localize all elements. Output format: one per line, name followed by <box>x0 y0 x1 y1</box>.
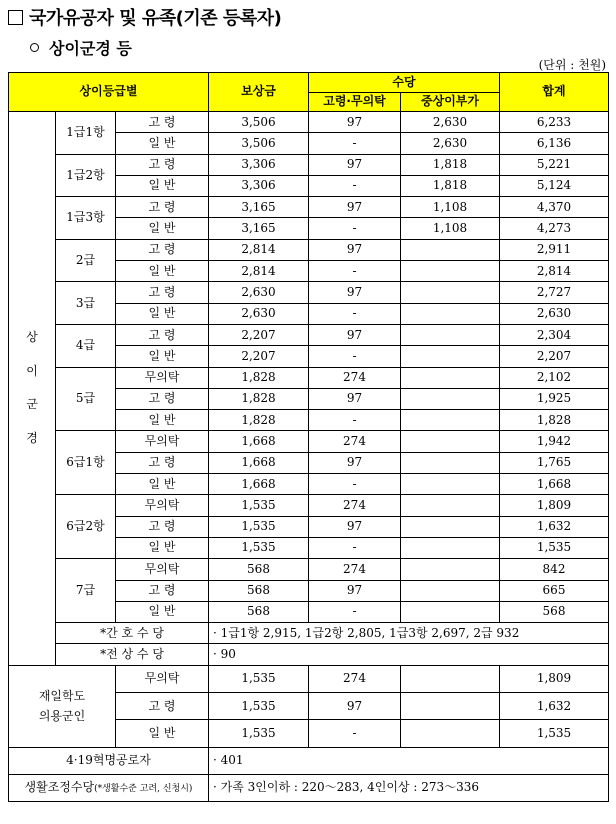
age-nocare-value: 97 <box>309 452 401 473</box>
age-nocare-value: 97 <box>309 516 401 537</box>
compensation-value: 568 <box>209 580 309 601</box>
type-label: 일 반 <box>116 261 209 282</box>
table-row <box>9 112 609 133</box>
april19-label: 4·19혁명공로자 <box>9 747 209 774</box>
grade-label: 2급 <box>56 239 116 282</box>
severe-value <box>401 431 500 452</box>
severe-value: 2,630 <box>401 133 500 154</box>
battle-allowance-value: · 90 <box>209 644 609 665</box>
type-label: 일 반 <box>116 133 209 154</box>
type-label: 고 령 <box>116 197 209 218</box>
type-label: 일 반 <box>116 218 209 239</box>
type-label: 무의탁 <box>116 665 209 692</box>
compensation-value: 568 <box>209 559 309 580</box>
total-value: 5,124 <box>500 175 609 196</box>
age-nocare-value: - <box>309 601 401 622</box>
header-severe: 중상이부가 <box>401 93 500 112</box>
table-row <box>9 431 609 452</box>
total-value: 2,304 <box>500 324 609 345</box>
compensation-value: 2,207 <box>209 346 309 367</box>
age-nocare-value: 97 <box>309 580 401 601</box>
grade-label: 3급 <box>56 282 116 325</box>
total-value: 1,668 <box>500 474 609 495</box>
severe-value <box>401 303 500 324</box>
grade-label: 1급1항 <box>56 112 116 155</box>
compensation-value: 1,535 <box>209 665 309 692</box>
section-subtitle-text: 상이군경 등 <box>49 39 132 58</box>
battle-allowance-label: *전 상 수 당 <box>56 644 209 665</box>
severe-value <box>401 693 500 720</box>
nursing-allowance-label: *간 호 수 당 <box>56 623 209 644</box>
type-label: 고 령 <box>116 452 209 473</box>
total-value: 2,814 <box>500 261 609 282</box>
severe-value <box>401 495 500 516</box>
compensation-table <box>8 72 609 802</box>
severe-value <box>401 452 500 473</box>
living-allowance-main: 생활조정수당 <box>24 780 95 795</box>
compensation-value: 1,828 <box>209 367 309 388</box>
severe-value <box>401 720 500 747</box>
total-value: 568 <box>500 601 609 622</box>
type-label: 무의탁 <box>116 431 209 452</box>
total-value: 1,632 <box>500 516 609 537</box>
table-row <box>9 282 609 303</box>
table-row <box>9 154 609 175</box>
severe-value <box>401 516 500 537</box>
compensation-value: 2,207 <box>209 324 309 345</box>
type-label: 고 령 <box>116 282 209 303</box>
compensation-value: 1,535 <box>209 495 309 516</box>
age-nocare-value: - <box>309 474 401 495</box>
table-row <box>9 324 609 345</box>
compensation-value: 2,630 <box>209 282 309 303</box>
total-value: 842 <box>500 559 609 580</box>
severe-value <box>401 601 500 622</box>
age-nocare-value: 97 <box>309 324 401 345</box>
severe-value: 1,108 <box>401 197 500 218</box>
severe-value <box>401 474 500 495</box>
type-label: 일 반 <box>116 410 209 431</box>
severe-value <box>401 410 500 431</box>
compensation-value: 1,828 <box>209 410 309 431</box>
age-nocare-value: - <box>309 218 401 239</box>
grade-label: 5급 <box>56 367 116 431</box>
type-label: 고 령 <box>116 324 209 345</box>
age-nocare-value: 97 <box>309 282 401 303</box>
type-label: 고 령 <box>116 239 209 260</box>
type-label: 일 반 <box>116 346 209 367</box>
age-nocare-value: 97 <box>309 239 401 260</box>
total-value: 1,632 <box>500 693 609 720</box>
type-label: 무의탁 <box>116 559 209 580</box>
type-label: 무의탁 <box>116 495 209 516</box>
severe-value <box>401 261 500 282</box>
type-label: 일 반 <box>116 303 209 324</box>
grade-label: 7급 <box>56 559 116 623</box>
total-value: 2,630 <box>500 303 609 324</box>
total-value: 2,727 <box>500 282 609 303</box>
grade-label: 6급1항 <box>56 431 116 495</box>
compensation-value: 3,506 <box>209 112 309 133</box>
total-value: 1,535 <box>500 720 609 747</box>
total-value: 6,136 <box>500 133 609 154</box>
table-row <box>9 774 609 801</box>
severe-value <box>401 559 500 580</box>
compensation-value: 1,828 <box>209 388 309 409</box>
header-age-nocare: 고령·무의탁 <box>309 93 401 112</box>
group-label-char: 경 <box>26 430 38 445</box>
grade-label: 6급2항 <box>56 495 116 559</box>
age-nocare-value: 97 <box>309 197 401 218</box>
group-label-char: 군 <box>26 397 38 412</box>
age-nocare-value: - <box>309 410 401 431</box>
nursing-allowance-value: · 1급1항 2,915, 1급2항 2,805, 1급3항 2,697, 2급 932 <box>209 623 609 644</box>
type-label: 고 령 <box>116 388 209 409</box>
type-label: 일 반 <box>116 720 209 747</box>
age-nocare-value: 97 <box>309 112 401 133</box>
table-row <box>9 644 609 665</box>
total-value: 1,809 <box>500 495 609 516</box>
circle-bullet-icon <box>30 43 39 52</box>
age-nocare-value: - <box>309 175 401 196</box>
total-value: 665 <box>500 580 609 601</box>
type-label: 일 반 <box>116 175 209 196</box>
compensation-value: 3,306 <box>209 175 309 196</box>
severe-value <box>401 367 500 388</box>
severe-value: 1,108 <box>401 218 500 239</box>
table-row <box>9 623 609 644</box>
table-row <box>9 239 609 260</box>
japan-volunteer-label <box>9 665 116 747</box>
april19-value: · 401 <box>209 747 609 774</box>
grade-label: 4급 <box>56 324 116 367</box>
type-label: 고 령 <box>116 112 209 133</box>
type-label: 일 반 <box>116 474 209 495</box>
compensation-value: 2,630 <box>209 303 309 324</box>
total-value: 2,102 <box>500 367 609 388</box>
age-nocare-value: 97 <box>309 154 401 175</box>
type-label: 일 반 <box>116 537 209 558</box>
severe-value: 1,818 <box>401 154 500 175</box>
section-title-text: 국가유공자 및 유족(기존 등록자) <box>29 8 282 29</box>
grade-label: 1급3항 <box>56 197 116 240</box>
section-title <box>8 4 281 30</box>
compensation-value: 3,165 <box>209 218 309 239</box>
compensation-value: 1,668 <box>209 452 309 473</box>
compensation-value: 568 <box>209 601 309 622</box>
total-value: 6,233 <box>500 112 609 133</box>
severe-value <box>401 346 500 367</box>
age-nocare-value: - <box>309 261 401 282</box>
header-total: 합계 <box>500 73 609 112</box>
table-row <box>9 559 609 580</box>
type-label: 고 령 <box>116 154 209 175</box>
total-value: 1,765 <box>500 452 609 473</box>
section-subtitle <box>30 36 132 59</box>
age-nocare-value: 274 <box>309 665 401 692</box>
severe-value <box>401 537 500 558</box>
compensation-value: 3,165 <box>209 197 309 218</box>
age-nocare-value: - <box>309 346 401 367</box>
compensation-value: 3,506 <box>209 133 309 154</box>
severe-value: 2,630 <box>401 112 500 133</box>
total-value: 4,273 <box>500 218 609 239</box>
total-value: 1,535 <box>500 537 609 558</box>
compensation-value: 3,306 <box>209 154 309 175</box>
severe-value <box>401 282 500 303</box>
age-nocare-value: 97 <box>309 693 401 720</box>
severe-value <box>401 665 500 692</box>
group-label-char: 상 <box>26 330 38 345</box>
total-value: 1,828 <box>500 410 609 431</box>
group-label-char: 이 <box>26 363 38 378</box>
compensation-value: 2,814 <box>209 239 309 260</box>
total-value: 1,942 <box>500 431 609 452</box>
compensation-value: 1,535 <box>209 516 309 537</box>
severe-value <box>401 580 500 601</box>
age-nocare-value: - <box>309 133 401 154</box>
compensation-value: 1,668 <box>209 431 309 452</box>
compensation-value: 1,535 <box>209 693 309 720</box>
age-nocare-value: 97 <box>309 388 401 409</box>
age-nocare-value: 274 <box>309 495 401 516</box>
table-row <box>9 747 609 774</box>
compensation-value: 1,668 <box>209 474 309 495</box>
severe-value <box>401 388 500 409</box>
header-allowance: 수당 <box>309 73 500 93</box>
type-label: 고 령 <box>116 516 209 537</box>
total-value: 1,809 <box>500 665 609 692</box>
severe-value: 1,818 <box>401 175 500 196</box>
total-value: 2,207 <box>500 346 609 367</box>
group-label-vertical <box>9 112 56 666</box>
severe-value <box>401 324 500 345</box>
unit-label: (단위 : 천원) <box>538 58 606 72</box>
header-compensation: 보상금 <box>209 73 309 112</box>
type-label: 무의탁 <box>116 367 209 388</box>
type-label: 고 령 <box>116 580 209 601</box>
total-value: 1,925 <box>500 388 609 409</box>
severe-value <box>401 239 500 260</box>
age-nocare-value: - <box>309 537 401 558</box>
type-label: 일 반 <box>116 601 209 622</box>
checkbox-square-icon <box>8 10 23 25</box>
japan-volunteer-label-line: 의용군인 <box>38 709 86 724</box>
age-nocare-value: - <box>309 720 401 747</box>
compensation-value: 2,814 <box>209 261 309 282</box>
compensation-value: 1,535 <box>209 537 309 558</box>
age-nocare-value: 274 <box>309 431 401 452</box>
type-label: 고 령 <box>116 693 209 720</box>
compensation-value: 1,535 <box>209 720 309 747</box>
living-allowance-note: (*생활수준 고려, 신청시) <box>94 784 193 795</box>
header-category: 상이등급별 <box>9 73 209 112</box>
age-nocare-value: 274 <box>309 559 401 580</box>
total-value: 5,221 <box>500 154 609 175</box>
living-allowance-value: · 가족 3인이하 : 220～283, 4인이상 : 273～336 <box>209 774 609 801</box>
table-row <box>9 197 609 218</box>
table-row <box>9 665 609 692</box>
age-nocare-value: 274 <box>309 367 401 388</box>
table-row <box>9 367 609 388</box>
living-allowance-label <box>9 774 209 801</box>
japan-volunteer-label-line: 재일학도 <box>38 689 86 704</box>
total-value: 4,370 <box>500 197 609 218</box>
table-row <box>9 495 609 516</box>
age-nocare-value: - <box>309 303 401 324</box>
total-value: 2,911 <box>500 239 609 260</box>
grade-label: 1급2항 <box>56 154 116 197</box>
table-body <box>9 112 609 802</box>
